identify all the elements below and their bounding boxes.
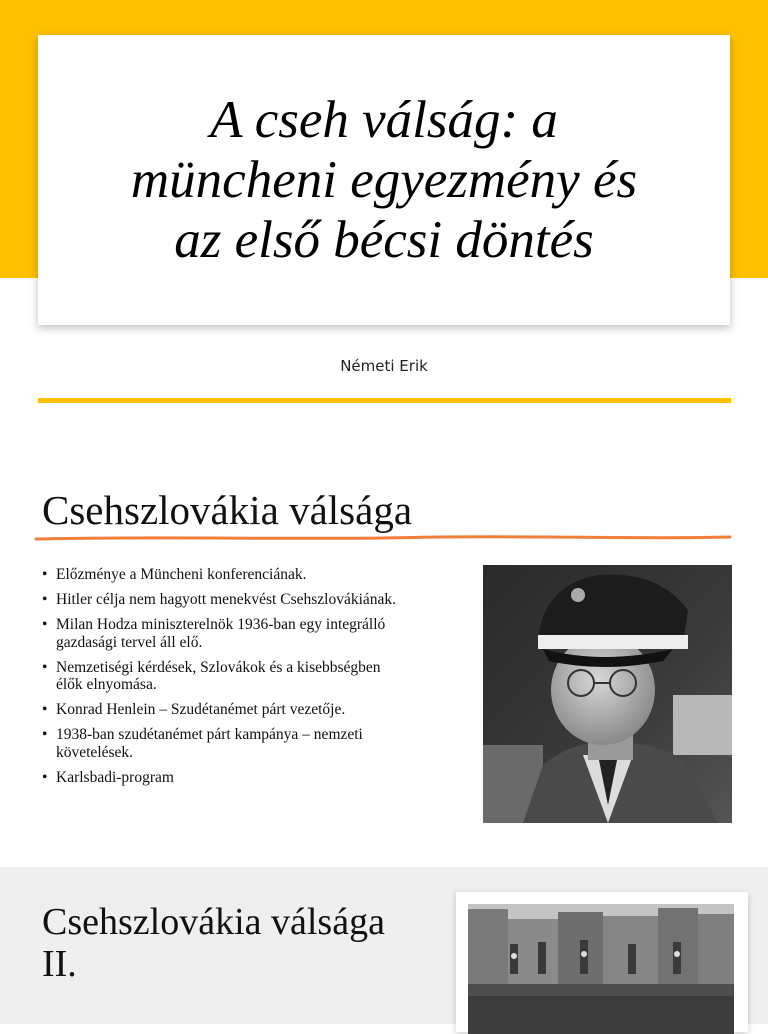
title-line: müncheni egyezmény és: [130, 151, 638, 209]
slide-heading: Csehszlovákia válsága: [42, 487, 413, 533]
portrait-photo: [483, 565, 732, 823]
rally-photo: [468, 904, 734, 1034]
title-slide: [0, 0, 768, 430]
orange-underline: [34, 534, 732, 542]
rally-illustration: [468, 904, 734, 1034]
list-item: • Nemzetiségi kérdések, Szlovákok és a kisebbségben élők elnyomása.: [42, 659, 452, 694]
list-item: • Hitler célja nem hagyott menekvést Csehszlovákiának.: [42, 591, 452, 609]
list-item: • Konrad Henlein – Szudétanémet párt vezetője.: [42, 701, 452, 719]
photo-frame: [456, 892, 748, 1032]
portrait-illustration: [483, 565, 732, 823]
list-item: • Előzménye a Müncheni konferenciának.: [42, 566, 452, 584]
slide-heading: Csehszlovákia válsága II.: [42, 901, 385, 985]
yellow-divider: [38, 398, 731, 403]
title-card: [38, 35, 730, 325]
content-slide-1: [0, 430, 768, 867]
slide-title: [101, 90, 667, 270]
bullet-list: [42, 566, 452, 794]
title-line: az első bécsi döntés: [174, 211, 594, 269]
list-item: • Milan Hodza miniszterelnök 1936-ban egy integrálló gazdasági tervel áll elő.: [42, 616, 452, 651]
list-item: • 1938-ban szudétanémet párt kampánya – nemzeti követelések.: [42, 726, 452, 761]
author-name: Németi Erik: [340, 357, 428, 375]
list-item: • Karlsbadi-program: [42, 769, 452, 787]
title-line: A cseh válság: a: [210, 91, 558, 149]
content-slide-2: [0, 867, 768, 1024]
